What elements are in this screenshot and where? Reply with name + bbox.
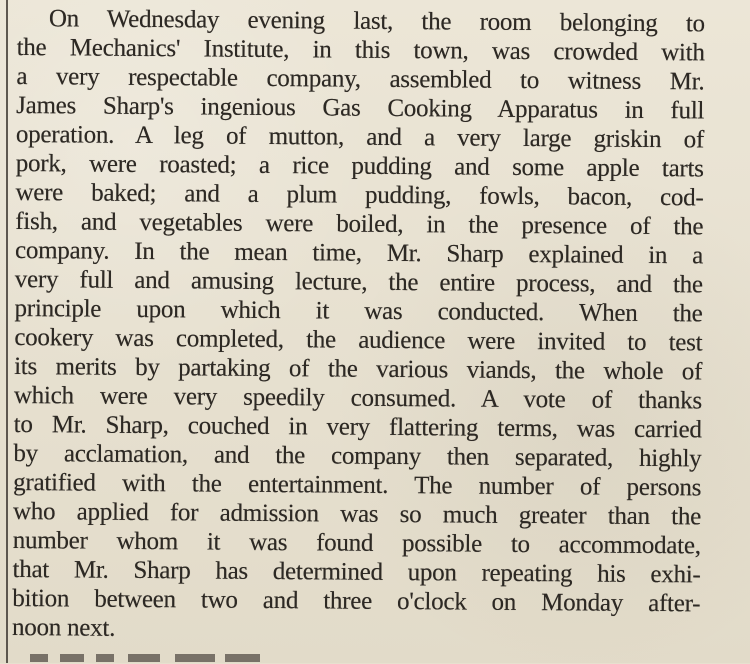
article-line-5: operation. A leg of mutton, and a very large griskin of bbox=[15, 120, 705, 154]
article-line-15: to Mr. Sharp, couched in very flattering terms, was carried bbox=[13, 410, 702, 444]
cropped-text-fragment bbox=[30, 654, 260, 662]
article-line-11: principle upon which it was conducted. When the bbox=[14, 294, 703, 328]
article-line-6: pork, were roasted; a rice pudding and some apple tarts bbox=[15, 149, 704, 183]
article-line-7: were baked; and a plum pudding, fowls, bacon, cod- bbox=[15, 178, 704, 212]
article-line-14: which were very speedily consumed. A vote of thanks bbox=[13, 381, 703, 415]
article-text bbox=[12, 4, 705, 647]
article-line-20: that Mr. Sharp has determined upon repeating his exhi- bbox=[12, 555, 701, 589]
article-line-16: by acclamation, and the company then separated, highly bbox=[13, 439, 702, 473]
article-line-8: fish, and vegetables were boiled, in the presence of the bbox=[15, 207, 704, 241]
article-line-10: very full and amusing lecture, the entire process, and the bbox=[14, 265, 703, 299]
article-line-12: cookery was completed, the audience were invited to test bbox=[14, 323, 703, 357]
article-line-2: the Mechanics' Institute, in this town, was crowded with bbox=[16, 33, 705, 67]
column-rule bbox=[6, 0, 8, 663]
next-article-fragment bbox=[30, 652, 260, 664]
article-line-19: number whom it was found possible to accommodate, bbox=[12, 526, 701, 560]
article-line-22: noon next. bbox=[11, 613, 116, 642]
article-line-18: who applied for admission was so much greater than the bbox=[12, 497, 702, 531]
article-line-3: a very respectable company, assembled to witness Mr. bbox=[16, 62, 705, 96]
article-line-9: company. In the mean time, Mr. Sharp explained in a bbox=[14, 236, 704, 270]
article-line-4: James Sharp's ingenious Gas Cooking Apparatus in full bbox=[16, 91, 705, 125]
article-line-13: its merits by partaking of the various viands, the whole of bbox=[14, 352, 703, 386]
article-line-21: bition between two and three o'clock on Monday after- bbox=[12, 584, 701, 618]
article-line-1: On Wednesday evening last, the room belonging to bbox=[48, 5, 705, 38]
article-line-17: gratified with the entertainment. The number of persons bbox=[13, 468, 702, 502]
